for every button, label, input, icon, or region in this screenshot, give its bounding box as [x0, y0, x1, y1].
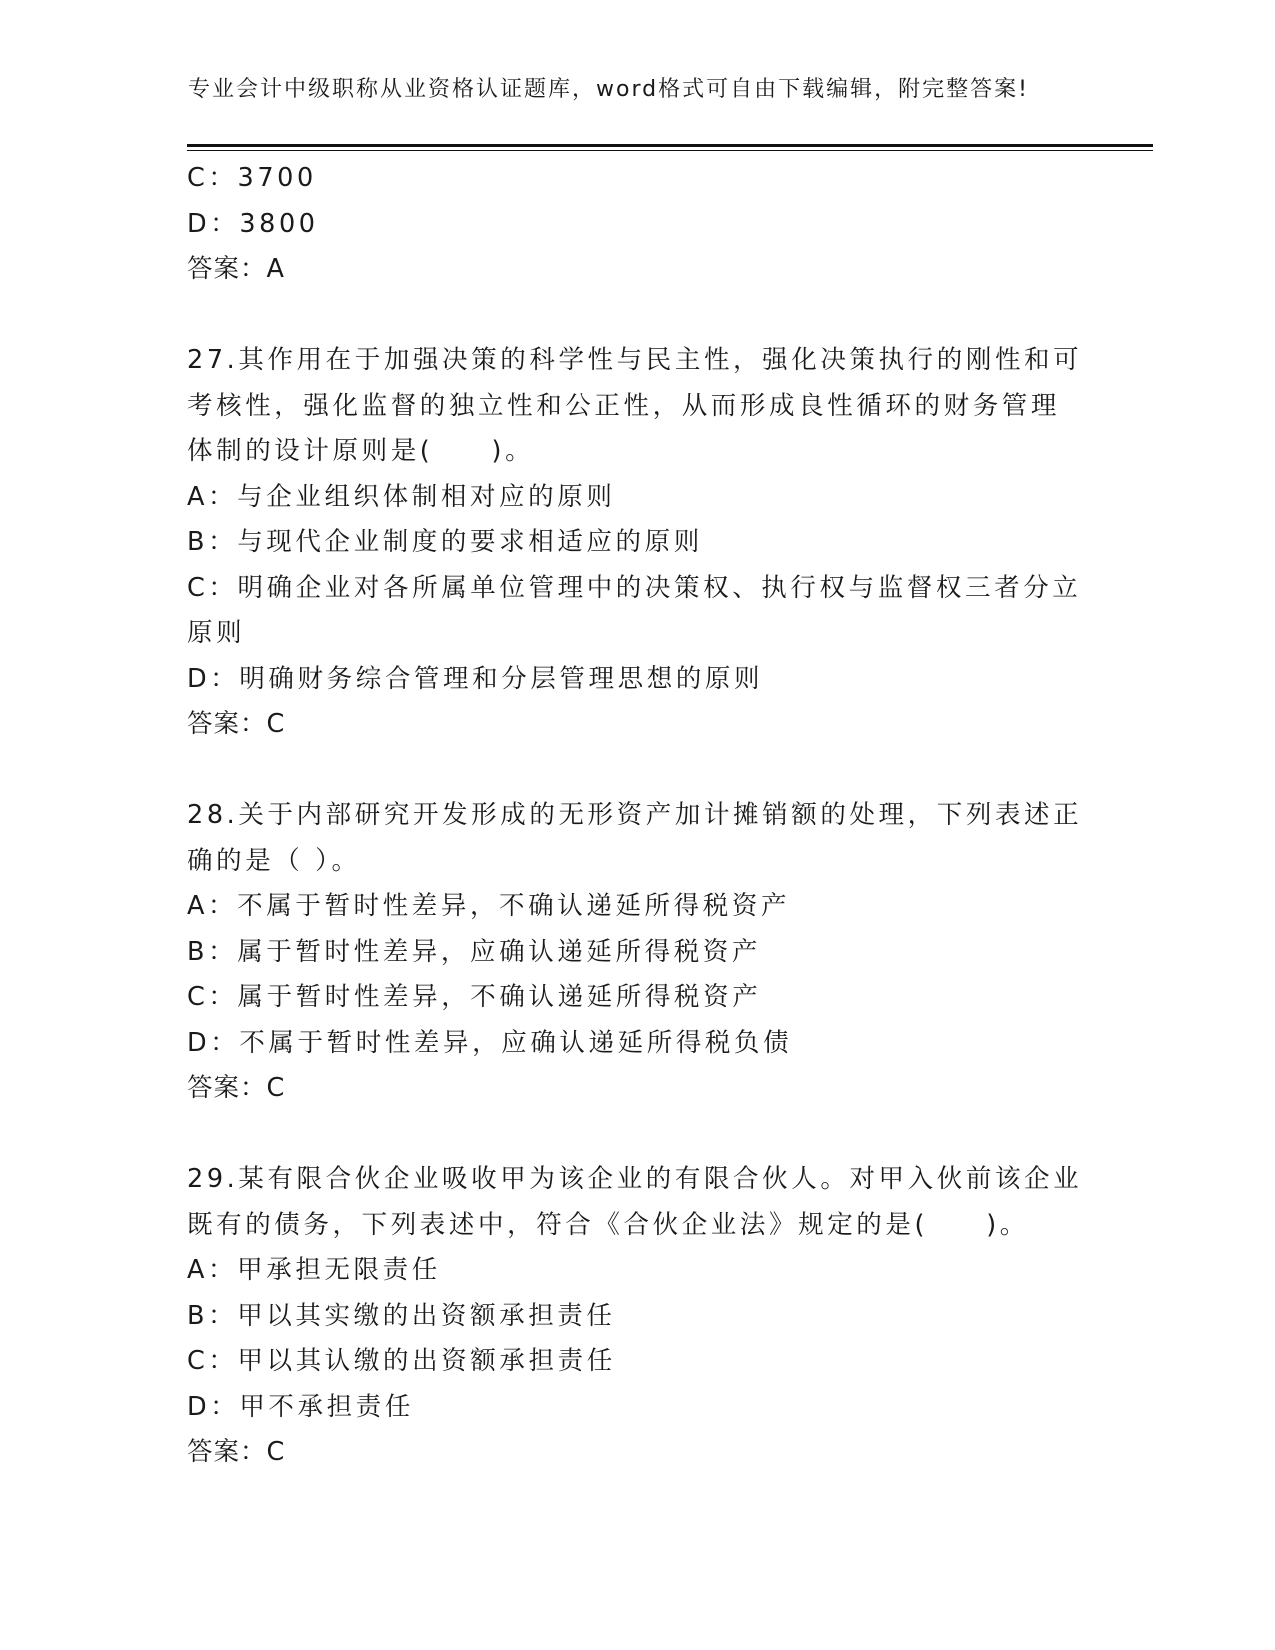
option-c: C：3700 [187, 163, 317, 193]
option-d: D：甲不承担责任 [187, 1391, 414, 1422]
answer-line: 答案：C [187, 1437, 286, 1467]
header-divider-thick [187, 144, 1153, 147]
option-a: A：不属于暂时性差异，不确认递延所得税资产 [187, 891, 791, 921]
prev-question [187, 156, 1087, 293]
spacer [187, 1112, 1087, 1158]
question-content [187, 156, 1087, 1476]
option-b: B：属于暂时性差异，应确认递延所得税资产 [187, 936, 761, 967]
answer-line: 答案：C [187, 709, 286, 739]
answer-line: 答案：A [187, 254, 285, 284]
option-a: A：与企业组织体制相对应的原则 [187, 481, 616, 512]
question-28 [187, 793, 1087, 1112]
option-b: B：与现代企业制度的要求相适应的原则 [187, 527, 703, 557]
question-27 [187, 338, 1087, 748]
answer-line: 答案：C [187, 1073, 286, 1103]
spacer [187, 748, 1087, 794]
option-d: D：明确财务综合管理和分层管理思想的原则 [187, 663, 764, 694]
question-stem: 29.某有限合伙企业吸收甲为该企业的有限合伙人。对甲入伙前该企业既有的债务，下列表述中，符合《合伙企业法》规定的是( )。 [187, 1164, 1083, 1240]
option-c: C：明确企业对各所属单位管理中的决策权、执行权与监督权三者分立原则 [187, 572, 1082, 648]
question-29 [187, 1157, 1087, 1476]
question-stem: 28.关于内部研究开发形成的无形资产加计摊销额的处理，下列表述正确的是（ ）。 [187, 800, 1083, 876]
option-c: C：甲以其认缴的出资额承担责任 [187, 1346, 616, 1376]
option-a: A：甲承担无限责任 [187, 1255, 441, 1285]
header-divider-thin [187, 150, 1153, 151]
option-d: D：不属于暂时性差异，应确认递延所得税负债 [187, 1027, 793, 1058]
question-stem: 27.其作用在于加强决策的科学性与民主性，强化决策执行的刚性和可考核性，强化监督的独立性和公正性，从而形成良性循环的财务管理体制的设计原则是( )。 [187, 345, 1083, 466]
option-b: B：甲以其实缴的出资额承担责任 [187, 1300, 616, 1331]
page-header: 专业会计中级职称从业资格认证题库，word格式可自由下载编辑，附完整答案! [188, 77, 1029, 102]
option-c: C：属于暂时性差异，不确认递延所得税资产 [187, 982, 762, 1012]
spacer [187, 293, 1087, 339]
option-d: D：3800 [187, 208, 319, 239]
